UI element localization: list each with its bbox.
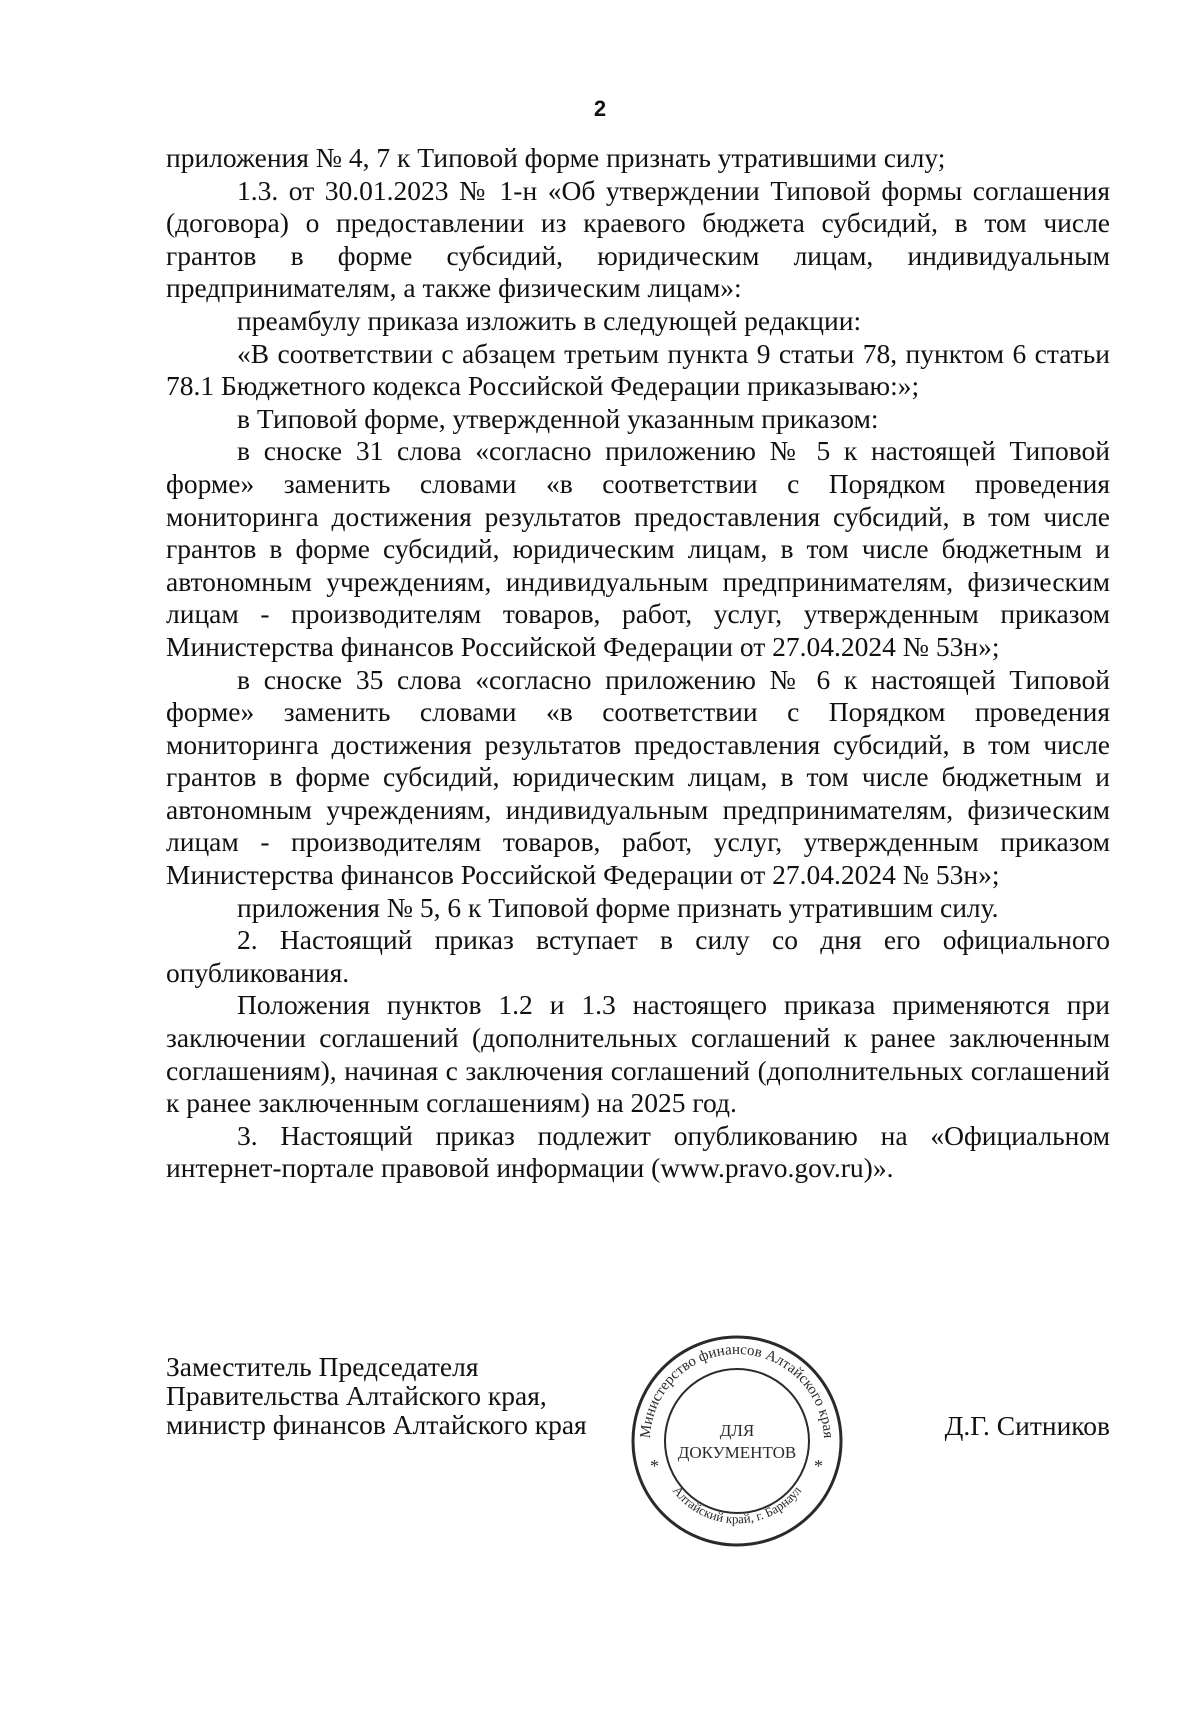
- paragraph: в сноске 31 слова «согласно приложению № 5 к настоящей Типовой форме» заменить словами «в соответствии с Порядком проведения мониторинга достижения результатов предоставления субсидий, в том числе грантов в форме субсидий, юридическим лицам, в том числе бюджетным и автономным учреждениям, индивидуальным предпринимателям, физическим лицам - производителям товаров, работ, услуг, утвержденным приказом Министерства финансов Российской Федерации от 27.04.2024 № 53н»;: [166, 435, 1110, 662]
- seal-star-right: *: [814, 1456, 823, 1476]
- seal-center-line-2: ДОКУМЕНТОВ: [677, 1443, 797, 1462]
- paragraph: Положения пунктов 1.2 и 1.3 настоящего приказа применяются при заключении соглашений (дополнительных соглашений к ранее заключенным соглашениям), начиная с заключения соглашений (дополнительных соглашений к ранее заключенным соглашениям) на 2025 год.: [166, 989, 1110, 1119]
- paragraph: приложения № 5, 6 к Типовой форме признать утратившим силу.: [237, 891, 999, 923]
- paragraph: преамбулу приказа изложить в следующей редакции:: [237, 304, 862, 336]
- paragraph: «В соответствии с абзацем третьим пункта 9 статьи 78, пунктом 6 статьи 78.1 Бюджетного кодекса Российской Федерации приказываю:»;: [166, 337, 1110, 402]
- paragraph: 2. Настоящий приказ вступает в силу со дня его официального опубликования.: [166, 924, 1110, 988]
- seal-outer-text: Министерство финансов Алтайского края: [637, 1341, 837, 1439]
- paragraph: в Типовой форме, утвержденной указанным приказом:: [237, 402, 879, 434]
- signatory-name: Д.Г. Ситников: [944, 1410, 1110, 1441]
- seal-center-line-1: ДЛЯ: [719, 1421, 755, 1440]
- seal-bottom-text: Алтайский край, г. Барнаул: [669, 1482, 805, 1527]
- official-seal: [628, 1332, 846, 1550]
- signatory-title-line: Заместитель Председателя: [166, 1351, 479, 1382]
- signatory-title-line: министр финансов Алтайского края: [166, 1409, 587, 1440]
- seal-star-left: *: [650, 1456, 659, 1476]
- signature-block: [0, 1341, 1200, 1592]
- signatory-title-line: Правительства Алтайского края,: [166, 1380, 547, 1411]
- page-number: 2: [593, 96, 607, 121]
- paragraph: 3. Настоящий приказ подлежит опубликованию на «Официальном интернет-портале правовой информации (www.pravo.gov.ru)».: [166, 1119, 1110, 1184]
- paragraph: приложения № 4, 7 к Типовой форме признать утратившими силу;: [166, 142, 946, 173]
- paragraph: в сноске 35 слова «согласно приложению № 6 к настоящей Типовой форме» заменить словами «в соответствии с Порядком проведения мониторинга достижения результатов предоставления субсидий, в том числе грантов в форме субсидий, юридическим лицам, в том числе бюджетным и автономным учреждениям, индивидуальным предпринимателям, физическим лицам - производителям товаров, работ, услуг, утвержденным приказом Министерства финансов Российской Федерации от 27.04.2024 № 53н»;: [166, 663, 1110, 891]
- signatory-title: [166, 1352, 626, 1439]
- paragraph: 1.3. от 30.01.2023 № 1-н «Об утверждении Типовой формы соглашения (договора) о предоставлении из краевого бюджета субсидий, в том числе грантов в форме субсидий, юридическим лицам, индивидуальным предпринимателям, а также физическим лицам»:: [166, 174, 1110, 304]
- document-body: [166, 142, 1110, 1185]
